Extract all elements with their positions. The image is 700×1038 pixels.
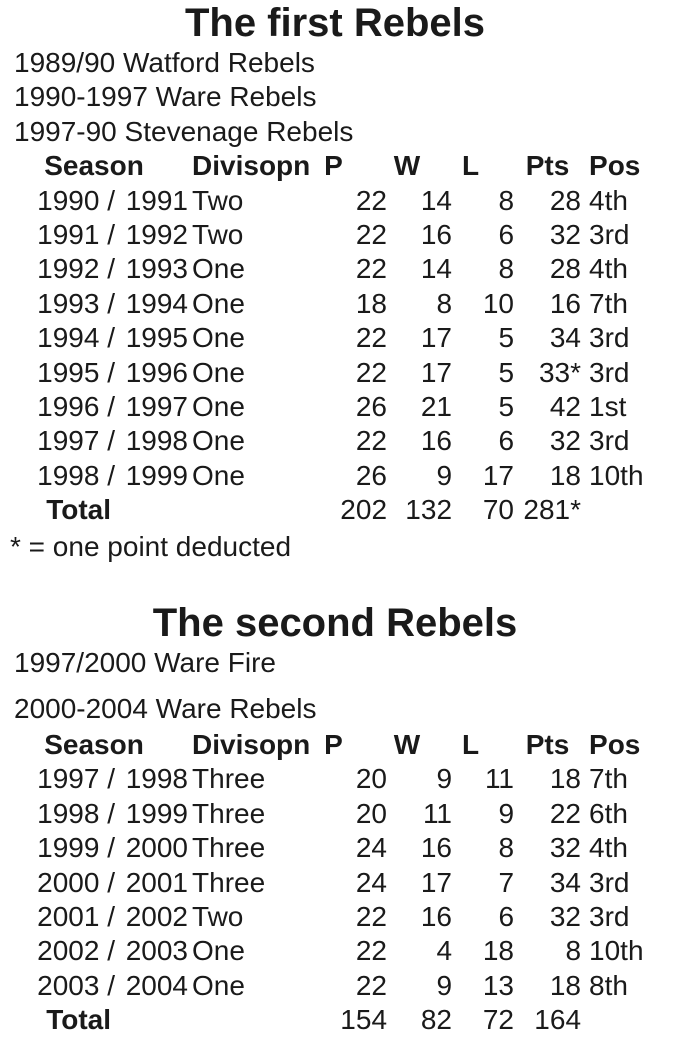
- position-cell: 7th: [589, 287, 628, 319]
- played-cell: 22: [355, 219, 388, 251]
- season-year-end: 2003: [125, 935, 189, 967]
- season-year-start: 1998 /: [37, 797, 115, 829]
- section-second-rebels: [0, 600, 700, 1037]
- season-row: [0, 321, 700, 355]
- division-cell: One: [192, 253, 245, 285]
- total-won-cell: 132: [405, 494, 453, 526]
- season-row: [0, 831, 700, 865]
- season-row: [0, 900, 700, 934]
- points-cell: 18: [549, 763, 582, 795]
- lost-cell: 11: [484, 763, 515, 795]
- played-cell: 22: [355, 356, 388, 388]
- position-cell: 3rd: [589, 866, 630, 898]
- points-cell: 28: [549, 253, 582, 285]
- position-cell: 8th: [589, 969, 628, 1001]
- won-cell: 21: [420, 391, 453, 423]
- played-cell: 26: [355, 459, 388, 491]
- points-cell: 34: [549, 322, 582, 354]
- season-year-start: 1990 /: [37, 184, 115, 216]
- points-cell: 32: [549, 832, 582, 864]
- total-row: [0, 493, 700, 527]
- position-cell: 10th: [589, 935, 644, 967]
- total-won-cell: 82: [420, 1004, 453, 1036]
- won-cell: 17: [420, 356, 453, 388]
- won-cell: 4: [436, 935, 453, 967]
- division-cell: One: [192, 969, 245, 1001]
- division-cell: Two: [192, 900, 244, 932]
- column-header-won: W: [393, 728, 421, 760]
- played-cell: 20: [355, 763, 388, 795]
- points-cell: 33*: [538, 356, 582, 388]
- won-cell: 11: [422, 797, 453, 829]
- season-year-end: 1993: [125, 253, 189, 285]
- points-cell: 16: [549, 287, 582, 319]
- lost-cell: 9: [498, 797, 515, 829]
- season-row: [0, 969, 700, 1003]
- season-year-end: 1995: [125, 322, 189, 354]
- position-cell: 3rd: [589, 356, 630, 388]
- club-history-line: 1989/90 Watford Rebels: [14, 47, 315, 78]
- column-header-lost: L: [461, 150, 480, 182]
- won-cell: 17: [420, 322, 453, 354]
- season-table-second: [0, 728, 700, 1038]
- played-cell: 22: [355, 969, 388, 1001]
- points-cell: 28: [549, 184, 582, 216]
- total-played-cell: 154: [340, 1004, 388, 1036]
- section-title: The second Rebels: [152, 601, 518, 646]
- section-title: The first Rebels: [184, 1, 486, 45]
- points-cell: 34: [549, 866, 582, 898]
- points-cell: 18: [549, 969, 582, 1001]
- position-cell: 3rd: [589, 322, 630, 354]
- lost-cell: 6: [498, 900, 515, 932]
- season-year-start: 1994 /: [37, 322, 115, 354]
- position-cell: 6th: [589, 797, 628, 829]
- season-year-start: 1999 /: [37, 832, 115, 864]
- lost-cell: 13: [482, 969, 515, 1001]
- column-header-points: Pts: [525, 150, 570, 182]
- column-header-lost: L: [461, 728, 480, 760]
- lost-cell: 8: [498, 832, 515, 864]
- points-cell: 32: [549, 425, 582, 457]
- season-row: [0, 356, 700, 390]
- division-cell: Three: [192, 763, 266, 795]
- club-history-list: [0, 646, 700, 726]
- total-lost-cell: 72: [482, 1004, 515, 1036]
- season-year-start: 1992 /: [37, 253, 115, 285]
- division-cell: One: [192, 356, 245, 388]
- played-cell: 20: [355, 797, 388, 829]
- season-year-end: 1991: [125, 184, 189, 216]
- lost-cell: 5: [498, 322, 515, 354]
- season-row: [0, 184, 700, 218]
- played-cell: 22: [355, 184, 388, 216]
- division-cell: One: [192, 287, 245, 319]
- season-row: [0, 424, 700, 458]
- club-history-line: 2000-2004 Ware Rebels: [14, 692, 317, 724]
- points-cell: 32: [549, 900, 582, 932]
- won-cell: 16: [420, 219, 453, 251]
- lost-cell: 8: [498, 253, 515, 285]
- played-cell: 22: [355, 935, 388, 967]
- played-cell: 22: [355, 322, 388, 354]
- season-row: [0, 934, 700, 968]
- division-cell: One: [192, 459, 245, 491]
- won-cell: 9: [436, 459, 453, 491]
- season-year-start: 1993 /: [37, 287, 115, 319]
- lost-cell: 10: [482, 287, 515, 319]
- division-cell: Three: [192, 866, 266, 898]
- column-header-points: Pts: [525, 728, 570, 760]
- season-year-end: 1999: [125, 797, 189, 829]
- lost-cell: 8: [498, 184, 515, 216]
- season-year-start: 2003 /: [37, 969, 115, 1001]
- footnote: * = one point deducted: [10, 530, 292, 562]
- column-header-season: Season: [44, 728, 144, 760]
- column-header-played: P: [324, 150, 343, 182]
- season-year-end: 1998: [125, 425, 189, 457]
- column-header-position: Pos: [589, 150, 641, 182]
- points-cell: 32: [549, 219, 582, 251]
- total-label: Total: [46, 1004, 111, 1036]
- season-row: [0, 797, 700, 831]
- season-year-start: 1991 /: [37, 219, 115, 251]
- won-cell: 8: [436, 287, 453, 319]
- lost-cell: 7: [498, 866, 515, 898]
- position-cell: 4th: [589, 832, 628, 864]
- season-year-end: 1999: [125, 459, 189, 491]
- season-row: [0, 218, 700, 252]
- season-row: [0, 390, 700, 424]
- played-cell: 22: [355, 900, 388, 932]
- division-cell: One: [192, 425, 245, 457]
- won-cell: 9: [436, 763, 453, 795]
- won-cell: 16: [420, 425, 453, 457]
- season-year-start: 2001 /: [37, 900, 115, 932]
- total-points-cell: 281*: [523, 494, 582, 526]
- total-row: [0, 1003, 700, 1037]
- won-cell: 14: [420, 253, 453, 285]
- total-lost-cell: 70: [482, 494, 515, 526]
- position-cell: 3rd: [589, 900, 630, 932]
- club-history-list: [0, 46, 700, 149]
- points-cell: 22: [549, 797, 582, 829]
- season-row: [0, 459, 700, 493]
- season-year-end: 1992: [125, 219, 189, 251]
- season-table-first: [0, 149, 700, 527]
- won-cell: 16: [420, 832, 453, 864]
- division-cell: Three: [192, 832, 266, 864]
- won-cell: 16: [420, 900, 453, 932]
- position-cell: 10th: [589, 459, 644, 491]
- club-history-line: 1990-1997 Ware Rebels: [14, 81, 317, 113]
- column-header-division: Divisopn: [192, 728, 311, 760]
- lost-cell: 18: [482, 935, 515, 967]
- total-points-cell: 164: [534, 1004, 582, 1036]
- season-row: [0, 252, 700, 286]
- season-row: [0, 866, 700, 900]
- played-cell: 24: [355, 866, 388, 898]
- lost-cell: 5: [498, 391, 515, 423]
- division-cell: One: [192, 391, 245, 423]
- division-cell: One: [192, 935, 245, 967]
- season-year-end: 2002: [125, 900, 189, 932]
- total-played-cell: 202: [340, 494, 388, 526]
- won-cell: 14: [420, 184, 453, 216]
- division-cell: Two: [192, 219, 244, 251]
- season-year-end: 2001: [125, 866, 189, 898]
- division-cell: Two: [192, 184, 244, 216]
- season-year-start: 1995 /: [37, 356, 115, 388]
- lost-cell: 6: [498, 219, 515, 251]
- column-header-division: Divisopn: [192, 150, 311, 182]
- season-year-end: 1998: [125, 763, 189, 795]
- lost-cell: 5: [498, 356, 515, 388]
- played-cell: 18: [355, 287, 388, 319]
- season-year-start: 2002 /: [37, 935, 115, 967]
- season-year-end: 2004: [125, 969, 189, 1001]
- division-cell: Three: [192, 797, 266, 829]
- position-cell: 3rd: [589, 425, 630, 457]
- played-cell: 22: [355, 425, 388, 457]
- table-header-row: [0, 728, 700, 762]
- played-cell: 24: [355, 832, 388, 864]
- season-year-end: 1994: [125, 287, 189, 319]
- position-cell: 3rd: [589, 219, 630, 251]
- season-row: [0, 287, 700, 321]
- season-year-end: 2000: [125, 832, 189, 864]
- points-cell: 42: [549, 391, 582, 423]
- club-history-line: 1997/2000 Ware Fire: [14, 647, 276, 679]
- season-row: [0, 762, 700, 796]
- played-cell: 22: [355, 253, 388, 285]
- season-year-start: 1996 /: [37, 391, 115, 423]
- won-cell: 17: [420, 866, 453, 898]
- position-cell: 7th: [589, 763, 628, 795]
- column-header-season: Season: [44, 150, 144, 182]
- lost-cell: 6: [498, 425, 515, 457]
- column-header-played: P: [324, 728, 343, 760]
- total-label: Total: [46, 494, 111, 526]
- points-cell: 8: [565, 935, 582, 967]
- season-year-end: 1997: [125, 391, 189, 423]
- position-cell: 1st: [589, 391, 627, 423]
- table-header-row: [0, 149, 700, 183]
- division-cell: One: [192, 322, 245, 354]
- season-year-end: 1996: [125, 356, 189, 388]
- lost-cell: 17: [482, 459, 515, 491]
- season-year-start: 1997 /: [37, 425, 115, 457]
- played-cell: 26: [355, 391, 388, 423]
- won-cell: 9: [436, 969, 453, 1001]
- position-cell: 4th: [589, 184, 628, 216]
- column-header-position: Pos: [589, 728, 641, 760]
- points-cell: 18: [549, 459, 582, 491]
- season-year-start: 1997 /: [37, 763, 115, 795]
- season-year-start: 1998 /: [37, 459, 115, 491]
- club-history-line: 1997-90 Stevenage Rebels: [14, 115, 354, 147]
- season-year-start: 2000 /: [37, 866, 115, 898]
- column-header-won: W: [393, 150, 421, 182]
- position-cell: 4th: [589, 253, 628, 285]
